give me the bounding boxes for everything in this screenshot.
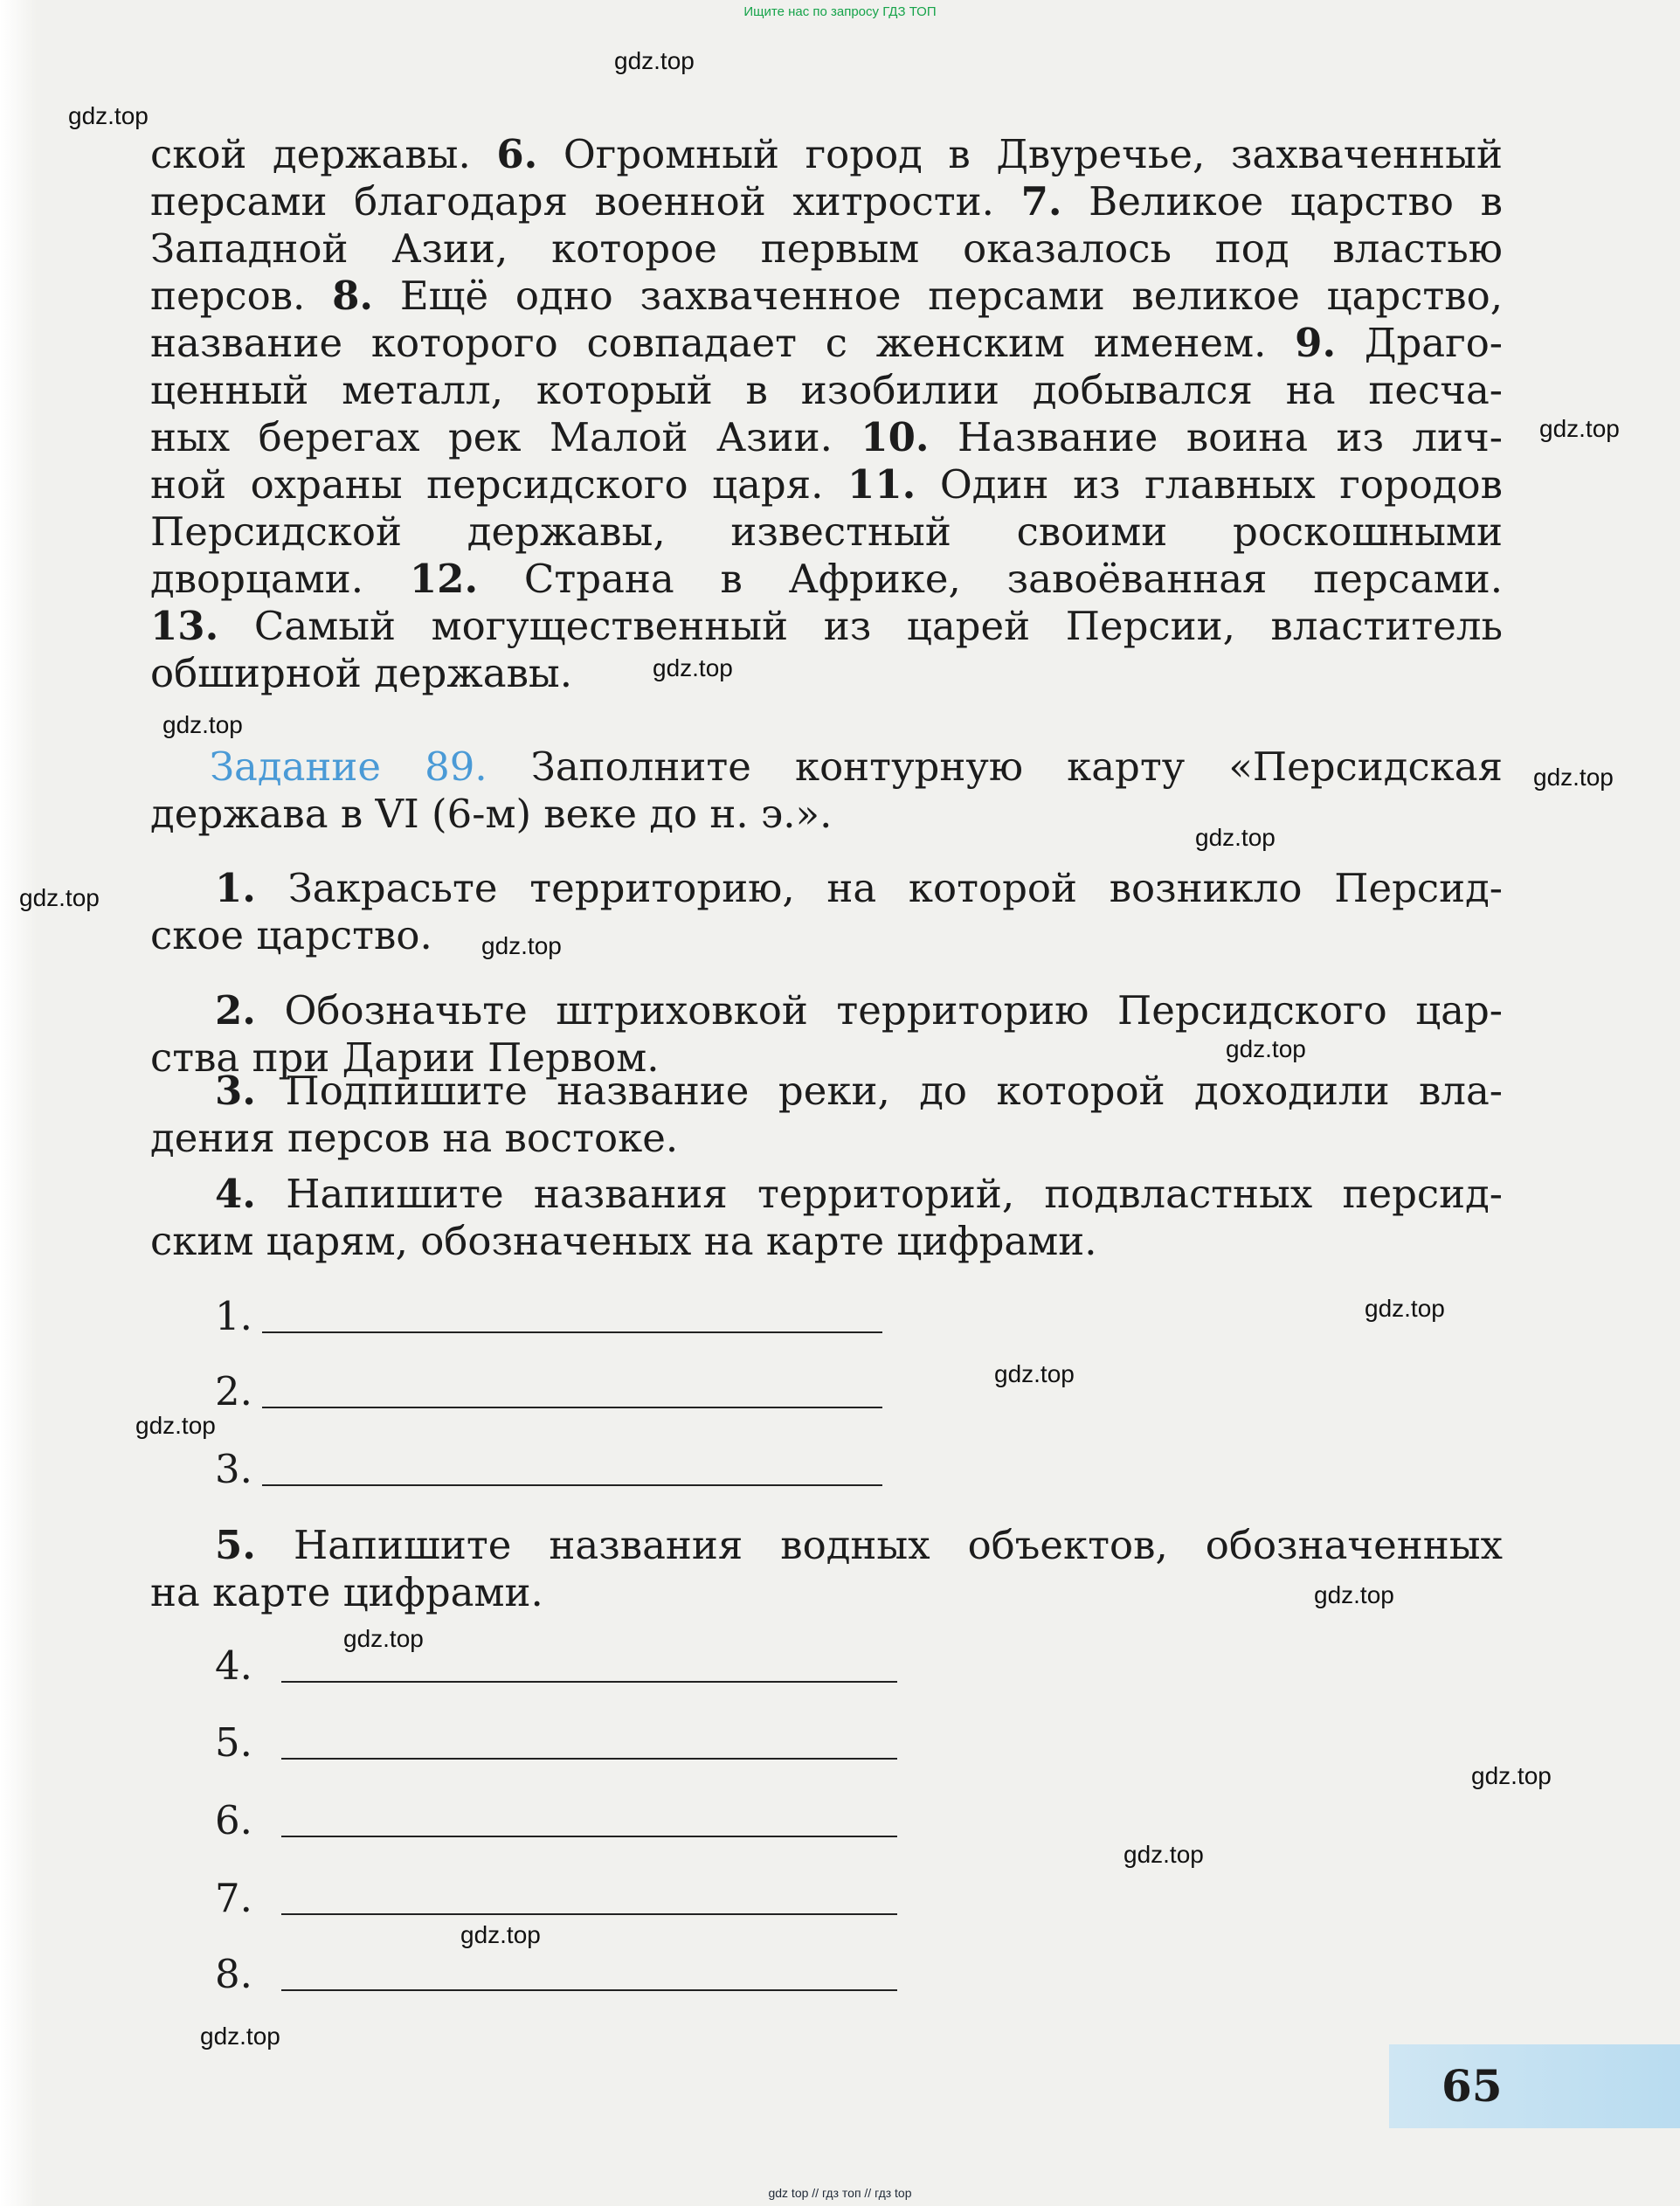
water-answer-field[interactable] [281, 1681, 897, 1683]
text-segment: Самый могущественный из царей Персии, властитель [218, 603, 1503, 649]
text-segment: Огромный город в Двуречье, захваченный [537, 131, 1503, 177]
step-text: Обозначьте штриховкой территорию Персидского цар- [284, 987, 1503, 1034]
step-text: Напишите названия территорий, подвластных персид- [286, 1171, 1504, 1217]
item-number: 9. [1295, 320, 1337, 366]
watermark: gdz.top [653, 654, 733, 681]
watermark: gdz.top [614, 47, 695, 74]
watermark: gdz.top [460, 1921, 541, 1948]
step-5 [150, 1522, 1503, 1616]
step-text: ства при Дарии Первом. [150, 1034, 660, 1081]
watermark: gdz.top [162, 711, 243, 738]
territory-answer-field[interactable] [262, 1331, 882, 1333]
intro-line [150, 320, 1503, 367]
step-line [215, 865, 1503, 912]
text-segment: ных берегах рек Малой Азии. [150, 414, 861, 460]
watermark: gdz.top [1365, 1295, 1445, 1322]
step-text: на карте цифрами. [150, 1569, 543, 1615]
intro-line [150, 461, 1503, 508]
text-segment: Один из главных городов [916, 461, 1503, 508]
intro-line [150, 414, 1503, 461]
step-line [150, 1218, 1503, 1265]
watermark: gdz.top [1123, 1841, 1204, 1868]
intro-line [150, 508, 1503, 556]
watermark: gdz.top [1539, 415, 1620, 442]
step-line [215, 987, 1503, 1034]
text-segment: Персидской державы, известный своими роскошными [150, 508, 1503, 555]
step-number: 2. [215, 987, 256, 1034]
watermark: gdz.top [343, 1625, 424, 1652]
text-segment: Название воина из лич- [929, 414, 1503, 460]
step-line [150, 912, 1503, 959]
intro-line [150, 131, 1503, 178]
territory-answer-field[interactable] [262, 1484, 882, 1486]
task-text-2: держава в VI (6-м) веке до н. э.». [150, 791, 833, 837]
step-text: Подпишите название реки, до которой доходили вла- [285, 1068, 1503, 1114]
text-segment: персами благодаря военной хитрости. [150, 178, 1021, 225]
water-answer-field[interactable] [281, 1913, 897, 1915]
text-segment: дворцами. [150, 556, 410, 602]
watermark: gdz.top [1226, 1035, 1306, 1062]
watermark: gdz.top [481, 932, 562, 959]
territory-answer-field[interactable] [262, 1407, 882, 1408]
item-number: 11. [847, 461, 916, 508]
intro-line [150, 273, 1503, 320]
intro-line [150, 367, 1503, 414]
step-text: ское царство. [150, 912, 432, 958]
task-title: Задание 89. [210, 743, 487, 790]
intro-paragraph [150, 131, 1503, 697]
step-text: Закрасьте территорию, на которой возникло Персид- [287, 865, 1503, 911]
step-number: 3. [215, 1068, 256, 1114]
step-4 [150, 1171, 1504, 1265]
territory-number: 2. [215, 1368, 252, 1414]
task-heading [150, 743, 1504, 838]
water-number: 7. [215, 1875, 252, 1921]
text-segment: персов. [150, 273, 333, 319]
task-heading-line-2 [150, 791, 1503, 838]
item-number: 6. [496, 131, 538, 177]
task-text-1: Заполните контурную карту «Персидская [487, 743, 1504, 790]
step-line [150, 1115, 1503, 1162]
item-number: 13. [150, 603, 219, 649]
watermark: gdz.top [1314, 1581, 1394, 1608]
text-segment: ной охраны персидского царя. [150, 461, 848, 508]
territory-number: 3. [215, 1446, 252, 1492]
water-number: 8. [215, 1951, 252, 1997]
step-line [215, 1522, 1503, 1569]
text-segment: название которого совпадает с женским именем. [150, 320, 1296, 366]
step-number: 1. [215, 865, 256, 911]
water-answer-field[interactable] [281, 1836, 897, 1837]
text-segment: Страна в Африке, завоёванная персами. [478, 556, 1504, 602]
watermark: gdz.top [994, 1360, 1075, 1387]
text-segment: ценный металл, который в изобилии добывался на песча- [150, 367, 1503, 413]
step-text: Напишите названия водных объектов, обозначенных [293, 1522, 1503, 1568]
item-number: 7. [1020, 178, 1062, 225]
top-watermark: Ищите нас по запросу ГДЗ ТОП [743, 4, 937, 19]
step-line [215, 1068, 1503, 1115]
intro-line [150, 603, 1503, 650]
text-segment: Ещё одно захваченное персами великое царство, [373, 273, 1503, 319]
watermark: gdz.top [135, 1412, 216, 1439]
watermark: gdz.top [200, 2023, 280, 2050]
watermark: gdz.top [1195, 824, 1276, 851]
step-number: 4. [215, 1171, 256, 1217]
watermark: gdz.top [1471, 1762, 1552, 1789]
item-number: 10. [861, 414, 930, 460]
text-segment: Великое царство в [1061, 178, 1503, 225]
page-edge [0, 0, 37, 2206]
water-number: 4. [215, 1642, 252, 1689]
intro-line [150, 556, 1503, 603]
step-text: дения персов на востоке. [150, 1115, 679, 1161]
intro-line [150, 178, 1503, 225]
intro-line [150, 650, 1503, 697]
page-number: 65 [1441, 2060, 1503, 2112]
item-number: 8. [332, 273, 374, 319]
step-line [150, 1569, 1503, 1616]
watermark: gdz.top [1533, 764, 1614, 791]
step-line [215, 1171, 1503, 1218]
step-number: 5. [215, 1522, 256, 1568]
step-3 [150, 1068, 1503, 1162]
step-text: ским царям, обозначеных на карте цифрами. [150, 1218, 1097, 1264]
territory-number: 1. [215, 1293, 252, 1339]
footer-watermark: gdz top // гдз топ // гдз top [768, 2186, 912, 2200]
text-segment: Драго- [1336, 320, 1504, 366]
item-number: 12. [409, 556, 479, 602]
text-segment: ской державы. [150, 131, 497, 177]
text-segment: обширной державы. [150, 650, 573, 696]
page-number-box [1389, 2044, 1680, 2128]
task-heading-line-1 [210, 743, 1503, 791]
water-number: 5. [215, 1719, 252, 1766]
text-segment: Западной Азии, которое первым оказалось под властью [150, 225, 1503, 272]
water-number: 6. [215, 1797, 252, 1843]
watermark: gdz.top [68, 102, 149, 129]
step-1 [150, 865, 1503, 959]
water-answer-field[interactable] [281, 1758, 897, 1760]
intro-line [150, 225, 1503, 273]
water-answer-field[interactable] [281, 1989, 897, 1991]
watermark: gdz.top [19, 884, 100, 911]
